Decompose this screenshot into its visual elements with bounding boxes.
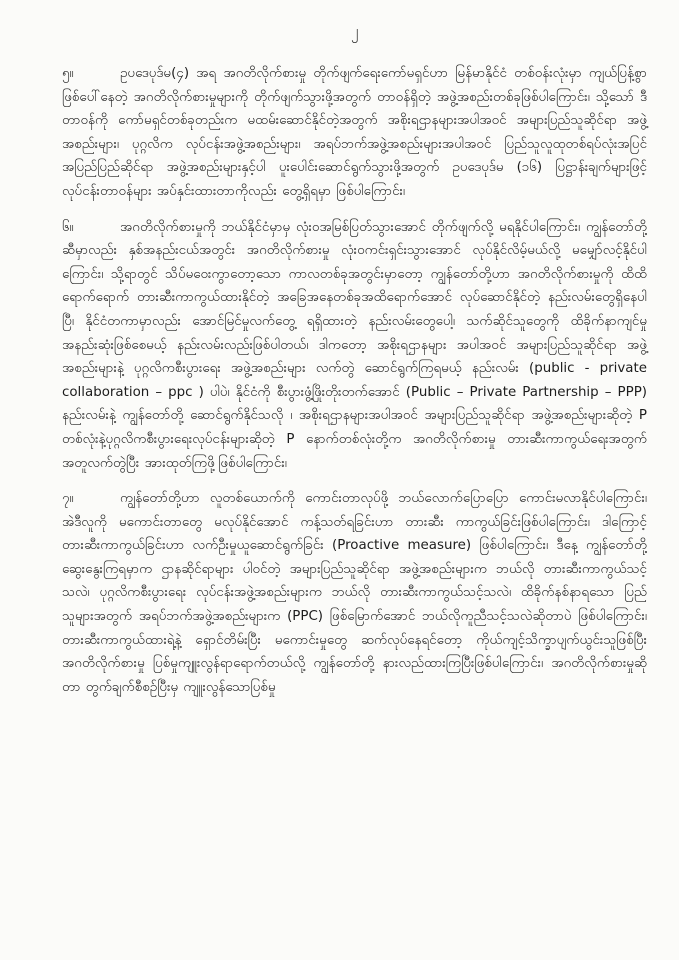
- page-number: ၂: [350, 22, 359, 40]
- paragraph-7: [62, 487, 647, 699]
- paragraph-number: ၇။: [62, 491, 74, 507]
- paragraph-text: ကျွန်တော်တို့ဟာ လူတစ်ယောက်ကို ကောင်းတာလုပ်ဖို့ ဘယ်လောက်ပြောပြော ကောင်းမလာနိုင်ပါကြောင်း၊ အဲဒီလူကို မကောင်းတာတွေ မလုပ်နိုင်အောင် ကန့်သတ်ရခြင်းဟာ တားဆီး ကာကွယ်ခြင်းဖြစ်ပါကြောင်း၊ ဒါကြောင့် တားဆီးကာကွယ်ခြင်းဟာ လက်ဦးမှုယူဆောင်ရွက်ခြင်း (Proactive measure) ဖြစ်ပါကြောင်း၊ ဒီနေ့ ကျွန်တော်တို့ဆွေးနွေးကြရမှာက ဌာနဆိုင်ရာများ ပါဝင်တဲ့ အများပြည်သူဆိုင်ရာ အဖွဲ့အစည်းများက ဘယ်လို တားဆီးကာကွယ်သင့်သလဲ၊ ပုဂ္ဂလိကစီးပွားရေး လုပ်ငန်းအဖွဲ့အစည်းများက ဘယ်လို တားဆီးကာကွယ်သင့်သလဲ၊ ထိခိုက်နစ်နာရသော ပြည်သူများအတွက် အရပ်ဘက်အဖွဲ့အစည်းများက (PPC) ဖြစ်မြောက်အောင် ဘယ်လိုကူညီသင့်သလဲဆိုတာပဲ ဖြစ်ပါကြောင်း၊ တားဆီးကာကွယ်ထားရဲ့နဲ့ ရှောင်တိမ်းပြီး မကောင်းမှုတွေ ဆက်လုပ်နေရင်တော့ ကိုယ်ကျင့်သိက္ခာပျက်ယွင်းသူဖြစ်ပြီး အဂတိလိုက်စားမှု ပြစ်မှုကျူးလွန်ရာရောက်တယ်လို့ ကျွန်တော်တို့ နားလည်ထားကြပြီးဖြစ်ပါကြောင်း၊ အဂတိလိုက်စားမှုဆိုတာ တွက်ချက်စီစဉ်ပြီးမှ ကျူးလွန်သောပြစ်မှု: [62, 491, 647, 695]
- paragraph-5: [62, 62, 647, 204]
- paragraph-text: ဥပဒေပုဒ်မ(၄) အရ အဂတိလိုက်စားမှု တိုက်ဖျက်ရေးကော်မရှင်ဟာ မြန်မာနိုင်ငံ တစ်ဝန်းလုံးမှာ ကျယ်ပြန့်စွာဖြစ်ပေါ်နေတဲ့ အဂတိလိုက်စားမှုများကို တိုက်ဖျက်သွားဖို့အတွက် တာဝန်ရှိတဲ့ အဖွဲ့အစည်းတစ်ခုဖြစ်ပါကြောင်း၊ သို့သော် ဒီတာဝန်ကို ကော်မရှင်တစ်ခုတည်းက မထမ်းဆောင်နိုင်တဲ့အတွက် အစိုးရဌာနများအပါအဝင် အများပြည်သူဆိုင်ရာ အဖွဲ့အစည်းများ၊ ပုဂ္ဂလိက လုပ်ငန်းအဖွဲ့အစည်းများ၊ အရပ်ဘက်အဖွဲ့အစည်းများအပါအဝင် ပြည်သူလူထုတစ်ရပ်လုံးအပြင် အပြည်ပြည်ဆိုင်ရာ အဖွဲ့အစည်းများနှင့်ပါ ပူးပေါင်းဆောင်ရွက်သွားဖို့အတွက် ဥပဒေပုဒ်မ (၁၆) ပြဋ္ဌာန်းချက်များဖြင့် လုပ်ငန်းတာဝန်များ အပ်နှင်းထားတာကိုလည်း တွေ့ရှိရမှာ ဖြစ်ပါကြောင်း၊: [62, 66, 647, 199]
- paragraph-6: [62, 216, 647, 476]
- paragraph-number: ၅။: [62, 66, 74, 81]
- paragraph-number: ၆။: [62, 219, 74, 235]
- paragraph-text: အဂတိလိုက်စားမှုကို ဘယ်နိုင်ငံမှာမှ လုံးဝအမြစ်ပြတ်သွားအောင် တိုက်ဖျက်လို့ မရနိုင်ပါကြောင်း၊ ကျွန်တော်တို့ဆီမှာလည်း နှစ်အနည်းငယ်အတွင်း အဂတိလိုက်စားမှု လုံးဝကင်းရှင်းသွားအောင် လုပ်နိုင်လိမ့်မယ်လို့ မမျှော်လင့်နိုင်ပါကြောင်း၊ သို့ရာတွင် သိပ်မဝေးကွာတော့သော ကာလတစ်ခုအတွင်းမှာတော့ ကျွန်တော်တို့ဟာ အဂတိလိုက်စားမှုကို ထိထိရောက်ရောက် တားဆီးကာကွယ်ထားနိုင်တဲ့ အခြေအနေတစ်ခုအထိရောက်အောင် လုပ်ဆောင်နိုင်တဲ့ နည်းလမ်းတွေရှိနေပါပြီ၊ နိုင်ငံတကာမှာလည်း အောင်မြင်မှုလက်တွေ့ ရရှိထားတဲ့ နည်းလမ်းတွေပေါ့၊ သက်ဆိုင်သူတွေကို ထိခိုက်နာကျင်မှု အနည်းဆုံးဖြစ်စေမယ့် နည်းလမ်းလည်းဖြစ်ပါတယ်၊ ဒါကတော့ အစိုးရဌာနများ အပါအဝင် အများပြည်သူဆိုင်ရာ အဖွဲ့အစည်းများနဲ့ ပုဂ္ဂလိကစီးပွားရေး အဖွဲ့အစည်းများ လက်တွဲ ဆောင်ရွက်ကြရမယ့် နည်းလမ်း (public - private collaboration – ppc ) ပါပဲ၊ နိုင်ငံကို စီးပွားဖွံ့ဖြိုးတိုးတက်အောင် (Public – Private Partnership – PPP) နည်းလမ်းနဲ့ ကျွန်တော်တို့ ဆောင်ရွက်နိုင်သလို ၊ အစိုးရဌာနများအပါအဝင် အများပြည်သူဆိုင်ရာ အဖွဲ့အစည်းများဆိုတဲ့ P တစ်လုံးနဲ့ပုဂ္ဂလိကစီးပွားရေးလုပ်ငန်းများဆိုတဲ့ P နောက်တစ်လုံးတို့က အဂတိလိုက်စားမှု တားဆီးကာကွယ်ရေးအတွက် အတူလက်တွဲပြီး အားထုတ်ကြဖို့ဖြစ်ပါကြောင်း၊: [62, 219, 647, 471]
